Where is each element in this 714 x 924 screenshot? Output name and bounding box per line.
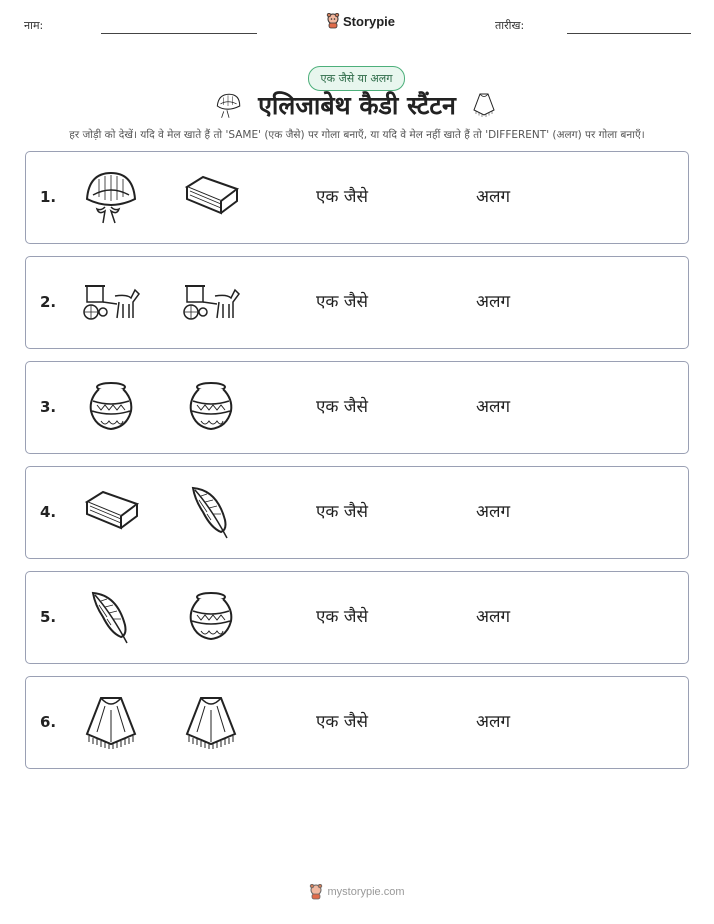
date-line[interactable] xyxy=(567,33,691,34)
shawl-icon xyxy=(81,692,141,752)
instructions-text: हर जोड़ी को देखें। यदि वे मेल खाते हैं तो 'SAME' (एक जैसे) पर गोला बनाएँ, या यदि वे मेल नहीं खाते हैं तो 'DIFFERENT' (अलग) पर गोला बनाएँ। xyxy=(69,129,645,141)
brand-name: Storypie xyxy=(343,13,396,29)
same-option[interactable]: एक जैसे xyxy=(316,187,368,207)
horse-carriage-icon xyxy=(81,272,141,332)
name-line[interactable] xyxy=(101,33,257,34)
shawl-icon xyxy=(469,90,499,120)
brand-logo xyxy=(326,13,395,29)
same-option[interactable]: एक जैसे xyxy=(316,397,368,417)
shawl-icon xyxy=(181,692,241,752)
horse-carriage-icon xyxy=(181,272,241,332)
question-number: 2. xyxy=(40,293,57,311)
question-number: 1. xyxy=(40,188,57,206)
question-number: 6. xyxy=(40,713,57,731)
same-option[interactable]: एक जैसे xyxy=(316,607,368,627)
title-icon-right xyxy=(469,90,499,124)
different-option[interactable]: अलग xyxy=(476,712,511,732)
question-row xyxy=(25,361,689,454)
different-option[interactable]: अलग xyxy=(476,607,511,627)
question-row xyxy=(25,676,689,769)
footer-site[interactable]: mystorypie.com xyxy=(327,886,405,898)
book-icon xyxy=(181,167,241,227)
question-number: 3. xyxy=(40,398,57,416)
pot-icon xyxy=(81,377,141,437)
book-icon xyxy=(81,482,141,542)
worksheet-badge: एक जैसे या अलग xyxy=(308,66,405,91)
pot-icon xyxy=(181,377,241,437)
different-option[interactable]: अलग xyxy=(476,187,511,207)
question-row xyxy=(25,256,689,349)
same-option[interactable]: एक जैसे xyxy=(316,712,368,732)
feather-icon xyxy=(81,587,141,647)
question-row xyxy=(25,571,689,664)
question-number: 5. xyxy=(40,608,57,626)
different-option[interactable]: अलग xyxy=(476,502,511,522)
footer xyxy=(0,884,714,900)
same-option[interactable]: एक जैसे xyxy=(316,292,368,312)
bonnet-icon xyxy=(81,167,141,227)
question-number: 4. xyxy=(40,503,57,521)
worksheet-title: एलिजाबेथ कैडी स्टैंटन xyxy=(258,91,456,120)
different-option[interactable]: अलग xyxy=(476,292,511,312)
same-option[interactable]: एक जैसे xyxy=(316,502,368,522)
feather-icon xyxy=(181,482,241,542)
pot-icon xyxy=(181,587,241,647)
storypie-mascot-icon xyxy=(309,884,323,900)
question-row xyxy=(25,151,689,244)
question-row xyxy=(25,466,689,559)
different-option[interactable]: अलग xyxy=(476,397,511,417)
name-label: नाम: xyxy=(24,19,44,32)
date-label: तारीख: xyxy=(495,19,525,32)
storypie-mascot-icon xyxy=(326,13,340,29)
